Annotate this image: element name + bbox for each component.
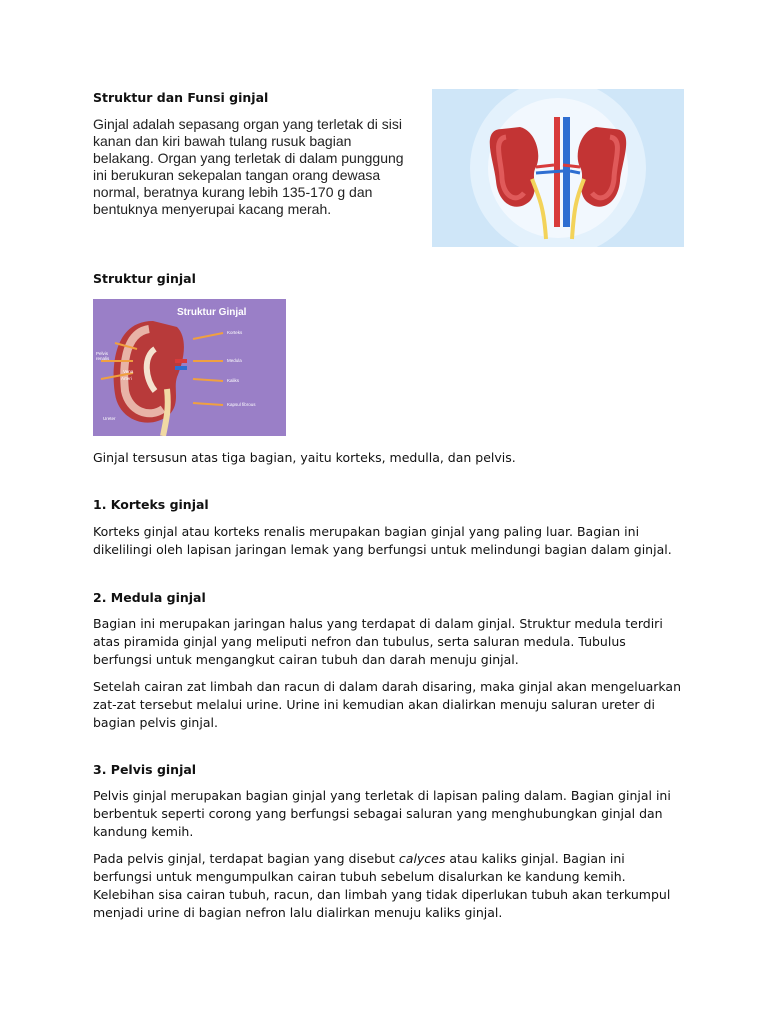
kidney-structure-diagram [93, 299, 286, 436]
label-ureter: Ureter [103, 416, 116, 421]
calyces-after: atau kaliks ginjal. Bagian ini berfungsi untuk mengumpulkan cairan tubuh sebelum disalurkan ke kandung kemih. Kelebihan sisa cairan tubuh, racun, dan limbah yang tidak diperlukan tubuh akan terkumpul menjadi urine di bagian nefron lalu dialirkan menuju kaliks ginjal. [93, 851, 671, 920]
label-kaliks: Kaliks [227, 378, 240, 383]
kidneys-illustration [432, 89, 684, 247]
pelvis-paragraph-1: Pelvis ginjal merupakan bagian ginjal yang terletak di lapisan paling dalam. Bagian ginjal ini berbentuk seperti corong yang berfungsi sebagai saluran yang menghubungkan ginjal dan kandung kemih. [93, 788, 671, 839]
calyces-before: Pada pelvis ginjal, terdapat bagian yang disebut [93, 851, 399, 866]
summary-paragraph: Ginjal tersusun atas tiga bagian, yaitu korteks, medulla, dan pelvis. [93, 450, 516, 465]
section-heading-korteks: 1. Korteks ginjal [93, 497, 209, 512]
label-vena: Vena [123, 369, 134, 374]
label-kapsul: Kapsul fibrous [227, 402, 256, 407]
label-arteri: Arteri [121, 376, 132, 381]
diagram-title: Struktur Ginjal [177, 307, 247, 318]
intro-paragraph: Ginjal adalah sepasang organ yang terletak di sisi kanan dan kiri bawah tulang rusuk bagian belakang. Organ yang terletak di dalam punggung ini berukuran sekepalan tangan orang dewasa normal, beratnya kurang lebih 135-170 g dan bentuknya menyerupai kacang merah. [93, 116, 404, 217]
pelvis-paragraph-2 [93, 850, 683, 922]
calyces-term: calyces [398, 851, 446, 866]
document-title: Struktur dan Funsi ginjal [93, 90, 269, 105]
kidneys-icon [432, 89, 684, 247]
section-heading-medula: 2. Medula ginjal [93, 590, 206, 605]
kidney-cross-section-icon [93, 299, 286, 436]
medula-paragraph-1: Bagian ini merupakan jaringan halus yang terdapat di dalam ginjal. Struktur medula terdiri atas piramida ginjal yang meliputi nefron dan tubulus, serta saluran medula. Tubulus berfungsi untuk mengangkut cairan tubuh dan darah menuju ginjal. [93, 616, 663, 667]
medula-paragraph-2: Setelah cairan zat limbah dan racun di dalam darah disaring, maka ginjal akan mengeluarkan zat-zat tersebut melalui urine. Urine ini kemudian akan dialirkan menuju saluran ureter di bagian pelvis ginjal. [93, 679, 682, 730]
label-medula: Medula [227, 358, 242, 363]
struktur-heading: Struktur ginjal [93, 271, 196, 286]
korteks-paragraph: Korteks ginjal atau korteks renalis merupakan bagian ginjal yang paling luar. Bagian ini dikelilingi oleh lapisan jaringan lemak yang berfungsi untuk melindungi bagian dalam ginjal. [93, 524, 672, 557]
label-korteks: Korteks [227, 330, 243, 335]
section-heading-pelvis: 3. Pelvis ginjal [93, 762, 197, 777]
label-pelvis: Pelvis renalis [96, 351, 110, 361]
